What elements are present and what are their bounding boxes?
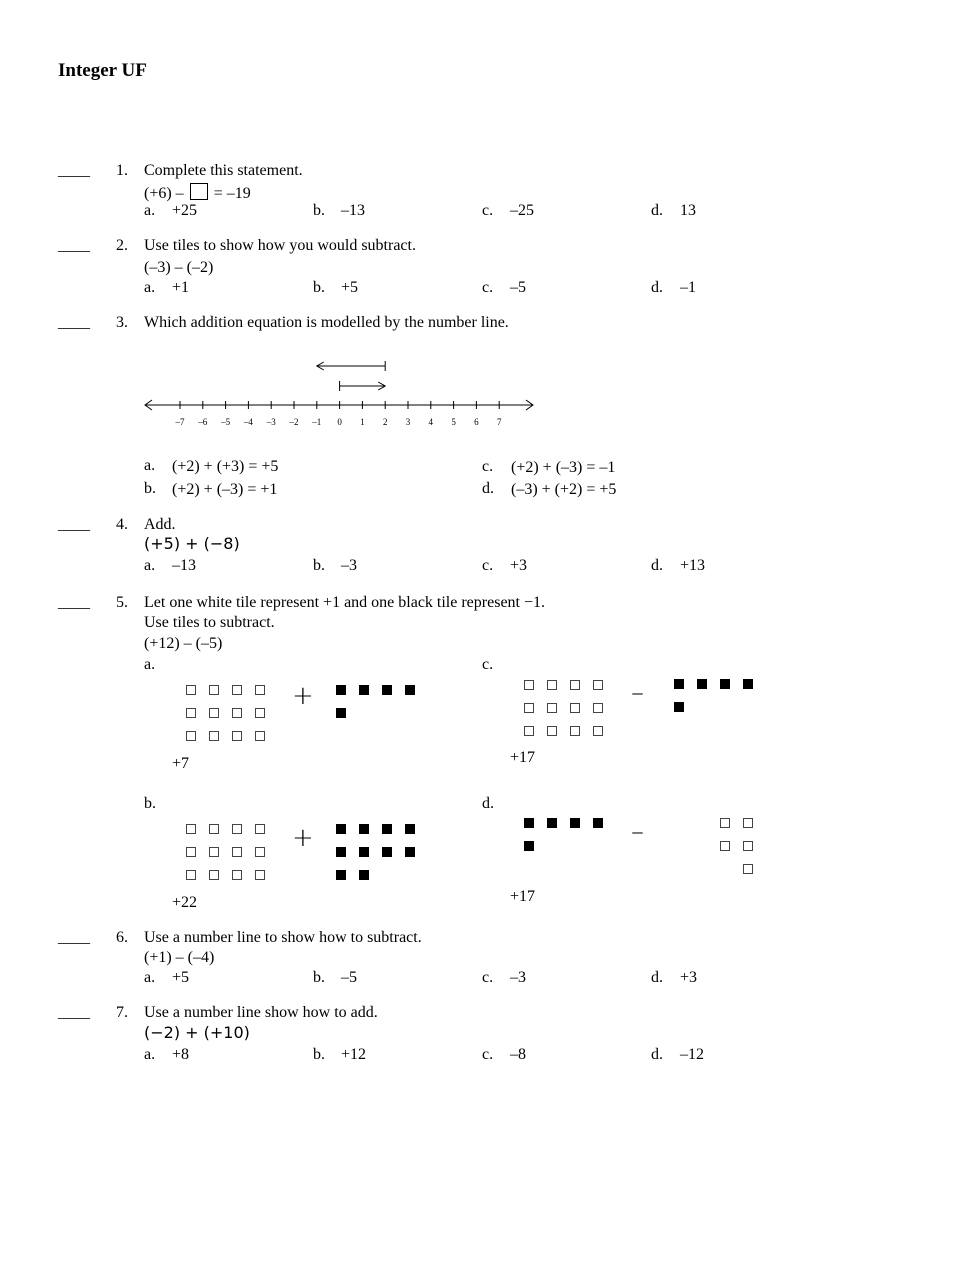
white-tile: [209, 847, 219, 857]
choice-text[interactable]: +5: [341, 279, 359, 296]
white-tile: [593, 680, 603, 690]
number-line-tick-label: –5: [221, 417, 231, 427]
choice-text[interactable]: (+2) + (+3) = +5: [172, 458, 279, 475]
choice-text[interactable]: +25: [172, 202, 198, 219]
question-stem: Let one white tile represent +1 and one black tile represent −1.: [144, 594, 546, 611]
minus-operator: –: [631, 817, 644, 847]
choice-text[interactable]: +1: [172, 279, 190, 296]
question-number: 5.: [116, 594, 128, 611]
white-tile: [743, 864, 753, 874]
white-tile: [524, 703, 534, 713]
choice-letter: d.: [482, 480, 494, 497]
choice-result: +17: [510, 749, 536, 766]
black-tile: [720, 679, 730, 689]
black-tile: [336, 847, 346, 857]
answer-blank[interactable]: ____: [58, 594, 90, 611]
answer-blank[interactable]: ____: [58, 162, 90, 179]
choice-letter: a.: [144, 457, 156, 474]
choice-letter: b.: [313, 1046, 325, 1063]
question-number: 7.: [116, 1004, 128, 1021]
number-line-tick-label: –4: [243, 417, 253, 427]
white-tile: [186, 824, 196, 834]
choice-text[interactable]: –25: [510, 202, 534, 219]
expression: (–3) – (–2): [144, 259, 214, 276]
black-tile: [524, 818, 534, 828]
black-tile: [336, 824, 346, 834]
question-number: 4.: [116, 516, 128, 533]
white-tile: [255, 708, 265, 718]
white-tile: [255, 685, 265, 695]
expression: (+12) – (–5): [144, 635, 223, 652]
number-line-tick-label: –2: [289, 417, 299, 427]
choice-text[interactable]: –1: [680, 279, 696, 296]
white-tile: [570, 726, 580, 736]
choice-letter: a.: [144, 557, 156, 574]
question-stem: Use a number line show how to add.: [144, 1004, 378, 1021]
choice-letter: d.: [651, 969, 663, 986]
choice-letter: a.: [144, 1046, 156, 1063]
white-tile: [743, 818, 753, 828]
white-tile: [186, 847, 196, 857]
white-tile: [232, 870, 242, 880]
white-tile: [547, 726, 557, 736]
choice-letter: a.: [144, 279, 156, 296]
white-tile: [255, 731, 265, 741]
number-line-tick-label: 7: [496, 417, 502, 427]
white-tile: [593, 703, 603, 713]
black-tile: [336, 708, 346, 718]
choice-letter: c.: [482, 557, 494, 574]
choice-letter: b.: [313, 202, 325, 219]
answer-blank[interactable]: ____: [58, 516, 90, 533]
choice-text[interactable]: +12: [341, 1046, 367, 1063]
question-stem: Which addition equation is modelled by the number line.: [144, 314, 509, 331]
choice-text[interactable]: (–3) + (+2) = +5: [511, 481, 617, 498]
answer-blank[interactable]: ____: [58, 237, 90, 254]
white-tile: [524, 680, 534, 690]
choice-result: +7: [172, 755, 190, 772]
black-tile: [697, 679, 707, 689]
white-tile: [232, 847, 242, 857]
choice-letter: b.: [313, 279, 325, 296]
choice-text[interactable]: –3: [510, 969, 526, 986]
white-tile: [255, 870, 265, 880]
number-line-tick-label: –3: [266, 417, 276, 427]
choice-text[interactable]: +5: [172, 969, 190, 986]
black-tile: [674, 702, 684, 712]
choice-letter: d.: [651, 279, 663, 296]
minus-operator: –: [631, 678, 644, 708]
handwritten-expression: (+5) + (−8): [144, 534, 240, 553]
choice-text[interactable]: 13: [680, 202, 696, 219]
choice-text[interactable]: –3: [341, 557, 357, 574]
black-tile: [570, 818, 580, 828]
question-stem-line-2: Use tiles to subtract.: [144, 614, 275, 631]
white-tile: [593, 726, 603, 736]
choice-text[interactable]: (+2) + (–3) = +1: [172, 481, 278, 498]
question-stem: Use tiles to show how you would subtract.: [144, 237, 416, 254]
white-tile: [209, 708, 219, 718]
black-tile: [405, 685, 415, 695]
white-tile: [547, 680, 557, 690]
white-tile: [255, 847, 265, 857]
choice-letter: d.: [651, 1046, 663, 1063]
white-tile: [524, 726, 534, 736]
black-tile: [593, 818, 603, 828]
black-tile: [336, 870, 346, 880]
question-stem: Use a number line to show how to subtract.: [144, 929, 422, 946]
choice-text[interactable]: +13: [680, 557, 706, 574]
choice-text[interactable]: (+2) + (–3) = –1: [511, 459, 616, 476]
choice-letter: a.: [144, 202, 156, 219]
black-tile: [359, 847, 369, 857]
plus-operator: +: [292, 681, 314, 711]
choice-text[interactable]: –8: [510, 1046, 526, 1063]
number-line-arrow-left: [317, 361, 385, 371]
white-tile: [570, 680, 580, 690]
black-tile: [359, 824, 369, 834]
choice-text[interactable]: –13: [172, 557, 196, 574]
choice-letter: c.: [482, 1046, 494, 1063]
expression: [144, 183, 251, 202]
white-tile: [232, 731, 242, 741]
black-tile: [382, 685, 392, 695]
choice-result: +17: [510, 888, 536, 905]
number-line-tick-label: 1: [360, 417, 365, 427]
black-tile: [336, 685, 346, 695]
choice-text[interactable]: –13: [341, 202, 365, 219]
number-line-tick-label: 5: [451, 417, 456, 427]
number-line-tick-label: –1: [312, 417, 322, 427]
white-tile: [209, 824, 219, 834]
choice-letter: c.: [482, 458, 494, 475]
choice-letter: a.: [144, 656, 156, 673]
black-tile: [524, 841, 534, 851]
choice-letter: a.: [144, 969, 156, 986]
question-number: 1.: [116, 162, 128, 179]
choice-letter: c.: [482, 656, 494, 673]
number-line: [140, 355, 540, 435]
choice-letter: b.: [313, 969, 325, 986]
question-stem: Complete this statement.: [144, 162, 303, 179]
question-stem: Add.: [144, 516, 176, 533]
choice-letter: c.: [482, 969, 494, 986]
number-line-tick-label: –7: [175, 417, 185, 427]
white-tile: [232, 824, 242, 834]
white-tile: [232, 708, 242, 718]
plus-operator: +: [292, 823, 314, 853]
white-tile: [186, 731, 196, 741]
white-tile: [232, 685, 242, 695]
white-tile: [570, 703, 580, 713]
answer-blank[interactable]: ____: [58, 314, 90, 331]
number-line-arrow-right: [340, 381, 386, 391]
choice-letter: b.: [313, 557, 325, 574]
expression: (+1) – (–4): [144, 949, 215, 966]
white-tile: [720, 818, 730, 828]
black-tile: [743, 679, 753, 689]
choice-letter: d.: [651, 557, 663, 574]
page-title: Integer UF: [58, 60, 147, 81]
expression-left: (+6) –: [144, 185, 184, 202]
choice-text[interactable]: –5: [341, 969, 357, 986]
white-tile: [186, 870, 196, 880]
choice-letter: b.: [144, 795, 156, 812]
white-tile: [209, 870, 219, 880]
choice-letter: c.: [482, 279, 494, 296]
choice-text[interactable]: +3: [680, 969, 698, 986]
white-tile: [547, 703, 557, 713]
black-tile: [405, 824, 415, 834]
question-number: 6.: [116, 929, 128, 946]
number-line-tick-label: 4: [428, 417, 434, 427]
white-tile: [743, 841, 753, 851]
black-tile: [359, 685, 369, 695]
number-line-tick-label: 2: [382, 417, 388, 427]
choice-letter: d.: [651, 202, 663, 219]
number-line-tick-label: 0: [337, 417, 342, 427]
black-tile: [674, 679, 684, 689]
answer-blank[interactable]: ____: [58, 1004, 90, 1021]
white-tile: [186, 685, 196, 695]
white-tile: [255, 824, 265, 834]
black-tile: [382, 847, 392, 857]
white-tile: [209, 685, 219, 695]
expression-right: = –19: [213, 185, 251, 202]
choice-letter: c.: [482, 202, 494, 219]
white-tile: [209, 731, 219, 741]
number-line-tick-label: 3: [405, 417, 411, 427]
black-tile: [382, 824, 392, 834]
question-number: 2.: [116, 237, 128, 254]
black-tile: [405, 847, 415, 857]
white-tile: [186, 708, 196, 718]
choice-result: +22: [172, 894, 198, 911]
number-line-tick-label: 6: [474, 417, 479, 427]
choice-text[interactable]: –12: [680, 1046, 704, 1063]
white-tile: [720, 841, 730, 851]
question-number: 3.: [116, 314, 128, 331]
number-line-tick-label: –6: [198, 417, 208, 427]
blank-box-icon: [190, 183, 208, 200]
choice-letter: d.: [482, 795, 494, 812]
choice-text[interactable]: +3: [510, 557, 528, 574]
choice-letter: b.: [144, 480, 156, 497]
choice-text[interactable]: +8: [172, 1046, 190, 1063]
answer-blank[interactable]: ____: [58, 929, 90, 946]
black-tile: [547, 818, 557, 828]
choice-text[interactable]: –5: [510, 279, 526, 296]
handwritten-expression: (−2) + (+10): [144, 1023, 250, 1042]
black-tile: [359, 870, 369, 880]
